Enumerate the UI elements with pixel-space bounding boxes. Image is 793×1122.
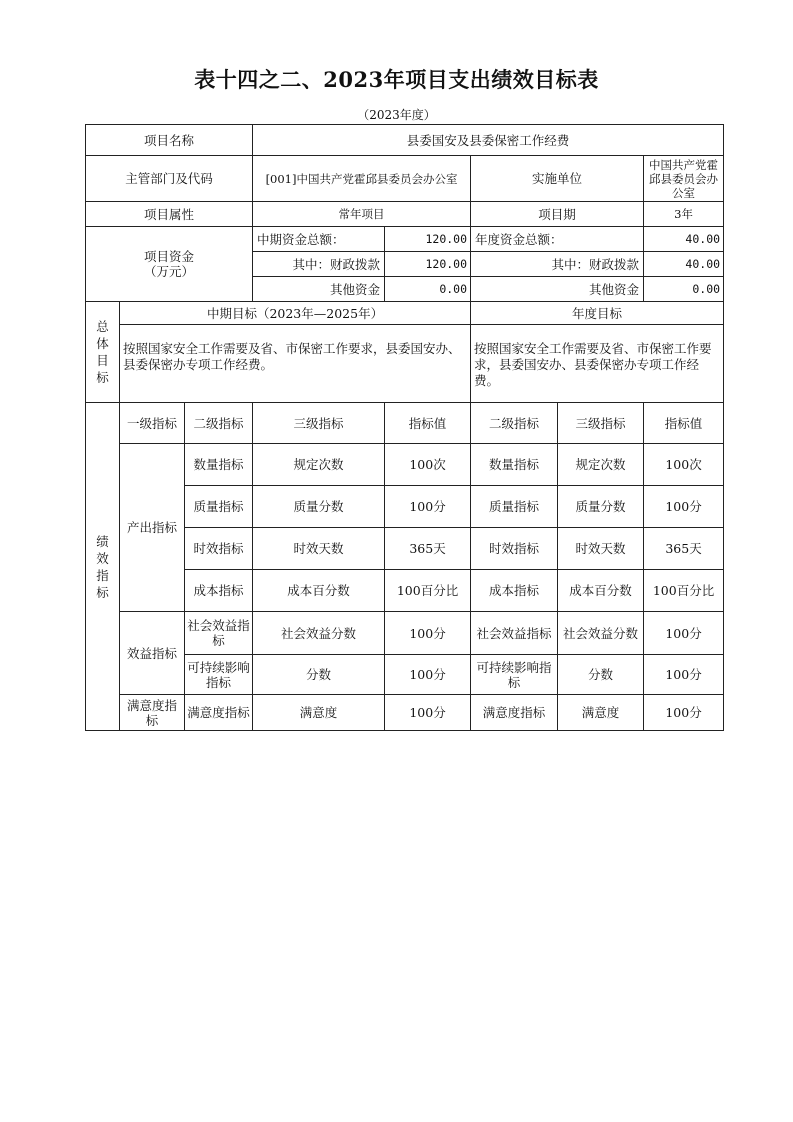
- funds-unit-text: （万元）: [144, 264, 195, 279]
- table-row: [86, 302, 724, 325]
- level2-cell: 质量指标: [185, 486, 253, 528]
- annual-level3-cell: 规定次数: [558, 444, 644, 486]
- annual-level2-cell: 社会效益指标: [471, 612, 558, 655]
- value-cell: 100分: [385, 655, 471, 695]
- annual-value-cell: 100分: [644, 612, 724, 655]
- level3-cell: 分数: [253, 655, 385, 695]
- project-name-value: 县委国安及县委保密工作经费: [253, 125, 724, 156]
- annual-level3-cell: 满意度: [558, 695, 644, 731]
- mid-fiscal-label: 其中：财政拨款: [253, 252, 385, 277]
- table-row: [86, 325, 724, 403]
- annual-level2-cell: 可持续影响指标: [471, 655, 558, 695]
- mid-goal-text: 按照国家安全工作需要及省、市保密工作要求，县委国安办、县委保密办专项工作经费。: [120, 325, 471, 403]
- level3-cell: 社会效益分数: [253, 612, 385, 655]
- page-title: 表十四之二、2023年项目支出绩效目标表: [194, 67, 599, 92]
- mid-other-label: 其他资金: [253, 277, 385, 302]
- annual-level3-cell: 社会效益分数: [558, 612, 644, 655]
- level3-cell: 成本百分数: [253, 570, 385, 612]
- table-row: [86, 612, 724, 655]
- annual-total-value: 40.00: [644, 227, 724, 252]
- annual-level3-cell: 成本百分数: [558, 570, 644, 612]
- mid-total-label: 中期资金总额：: [253, 227, 385, 252]
- table-row: [86, 695, 724, 731]
- level3-cell: 规定次数: [253, 444, 385, 486]
- header-level1: 一级指标: [120, 403, 185, 444]
- attr-label: 项目属性: [86, 202, 253, 227]
- annual-fiscal-value: 40.00: [644, 252, 724, 277]
- impl-unit-label: 实施单位: [471, 156, 644, 202]
- year-subtitle: （2023年度）: [357, 108, 436, 122]
- overall-goal-label: 总体目标: [86, 302, 120, 403]
- header-annual-value: 指标值: [644, 403, 724, 444]
- annual-level3-cell: 质量分数: [558, 486, 644, 528]
- value-cell: 100分: [385, 695, 471, 731]
- output-indicator-label: 产出指标: [120, 444, 185, 612]
- funds-label-text: 项目资金: [144, 249, 195, 264]
- header-level3: 三级指标: [253, 403, 385, 444]
- level3-cell: 满意度: [253, 695, 385, 731]
- annual-value-cell: 100百分比: [644, 570, 724, 612]
- project-name-label: 项目名称: [86, 125, 253, 156]
- header-level2: 二级指标: [185, 403, 253, 444]
- table-row: [86, 444, 724, 486]
- annual-goal-header: 年度目标: [471, 302, 724, 325]
- mid-fiscal-value: 120.00: [385, 252, 471, 277]
- period-value: 3年: [644, 202, 724, 227]
- annual-value-cell: 365天: [644, 528, 724, 570]
- mid-other-value: 0.00: [385, 277, 471, 302]
- annual-value-cell: 100次: [644, 444, 724, 486]
- header-value: 指标值: [385, 403, 471, 444]
- annual-value-cell: 100分: [644, 655, 724, 695]
- dept-value: [001]中国共产党霍邱县委员会办公室: [253, 156, 471, 202]
- table-row: [86, 403, 724, 444]
- mid-goal-header: 中期目标（2023年—2025年）: [120, 302, 471, 325]
- value-cell: 100百分比: [385, 570, 471, 612]
- annual-total-label: 年度资金总额：: [471, 227, 644, 252]
- table-row: [86, 202, 724, 227]
- benefit-indicator-label: 效益指标: [120, 612, 185, 695]
- annual-level2-cell: 成本指标: [471, 570, 558, 612]
- level2-cell: 成本指标: [185, 570, 253, 612]
- table-row: [86, 125, 724, 156]
- level2-cell: 满意度指标: [185, 695, 253, 731]
- header-annual-level2: 二级指标: [471, 403, 558, 444]
- attr-value: 常年项目: [253, 202, 471, 227]
- level2-cell: 数量指标: [185, 444, 253, 486]
- level1-cell: 满意度指标: [120, 695, 185, 731]
- perf-indicator-label: 绩效指标: [86, 403, 120, 731]
- level3-cell: 时效天数: [253, 528, 385, 570]
- level3-cell: 质量分数: [253, 486, 385, 528]
- annual-level2-cell: 质量指标: [471, 486, 558, 528]
- annual-level3-cell: 分数: [558, 655, 644, 695]
- impl-unit-value: 中国共产党霍邱县委员会办公室: [644, 156, 724, 202]
- performance-target-table: [85, 124, 724, 731]
- table-row: [86, 227, 724, 252]
- funds-label: [86, 227, 253, 302]
- annual-value-cell: 100分: [644, 486, 724, 528]
- level2-cell: 可持续影响指标: [185, 655, 253, 695]
- annual-goal-text: 按照国家安全工作需要及省、市保密工作要求，县委国安办、县委保密办专项工作经费。: [471, 325, 724, 403]
- table-row: [86, 156, 724, 202]
- level2-cell: 社会效益指标: [185, 612, 253, 655]
- annual-other-value: 0.00: [644, 277, 724, 302]
- annual-value-cell: 100分: [644, 695, 724, 731]
- mid-total-value: 120.00: [385, 227, 471, 252]
- annual-level2-cell: 满意度指标: [471, 695, 558, 731]
- value-cell: 365天: [385, 528, 471, 570]
- annual-level3-cell: 时效天数: [558, 528, 644, 570]
- dept-label: 主管部门及代码: [86, 156, 253, 202]
- annual-fiscal-label: 其中：财政拨款: [471, 252, 644, 277]
- period-label: 项目期: [471, 202, 644, 227]
- annual-other-label: 其他资金: [471, 277, 644, 302]
- value-cell: 100分: [385, 486, 471, 528]
- annual-level2-cell: 数量指标: [471, 444, 558, 486]
- value-cell: 100分: [385, 612, 471, 655]
- value-cell: 100次: [385, 444, 471, 486]
- header-annual-level3: 三级指标: [558, 403, 644, 444]
- annual-level2-cell: 时效指标: [471, 528, 558, 570]
- level2-cell: 时效指标: [185, 528, 253, 570]
